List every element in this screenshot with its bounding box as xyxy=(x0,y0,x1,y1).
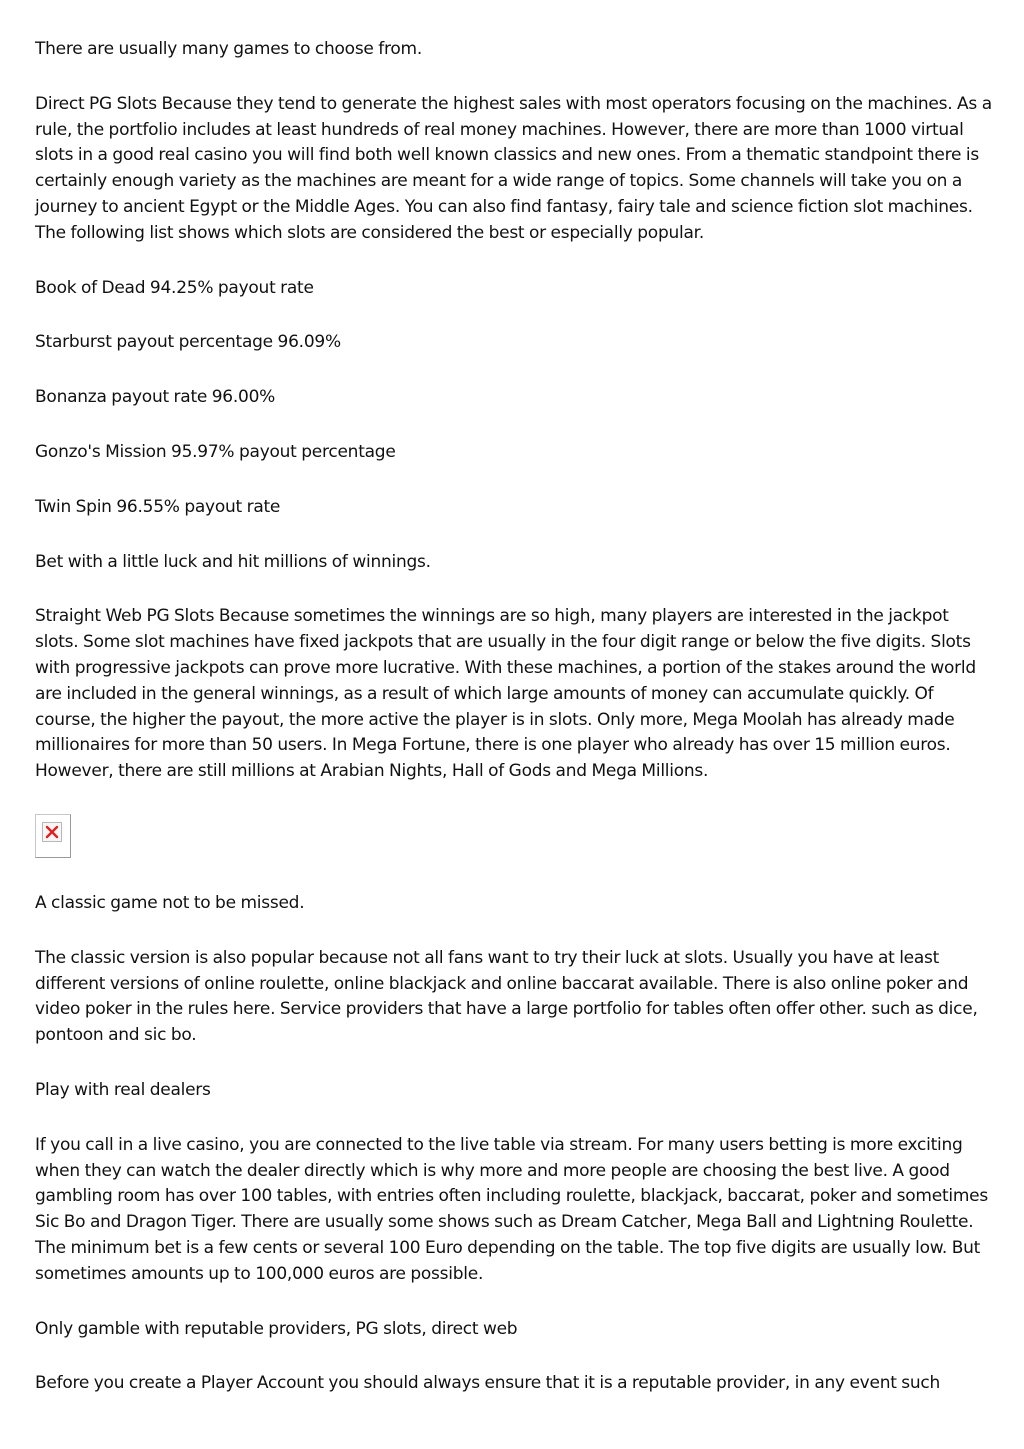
paragraph-direct-pg-slots: Direct PG Slots Because they tend to generate the highest sales with most operators focusing on the machines. As a rule, the portfolio includes at least hundreds of real money machines. However, there are more than 1000 virtual slots in a good real casino you will find both well known classics and new ones. From a thematic standpoint there is certainly enough variety as the machines are meant for a wide range of topics. Some channels will take you on a journey to ancient Egypt or the Middle Ages. You can also find fantasy, fairy tale and science fiction slot machines. The following list shows which slots are considered the best or especially popular. xyxy=(35,93,992,243)
paragraph-classic-version: The classic version is also popular because not all fans want to try their luck at slots. Usually you have at least different versions of online roulette, online blackjack and online baccarat available. There is also online poker and video poker in the rules here. Service providers that have a large portfolio for tables often offer other. such as dice, pontoon and sic bo. xyxy=(35,947,978,1046)
paragraph-intro: There are usually many games to choose from. xyxy=(35,39,423,59)
list-item-twin-spin: Twin Spin 96.55% payout rate xyxy=(35,496,281,517)
paragraph-live-casino: If you call in a live casino, you are connected to the live table via stream. For many users betting is more exciting when they can watch the dealer directly which is why more and more people are choosing the best live. A good gambling room has over 100 tables, with entries often including roulette, blackjack, baccarat, poker and sometimes Sic Bo and Dragon Tiger. There are usually some shows such as Dream Catcher, Mega Ball and Lightning Roulette. The minimum bet is a few cents or several 100 Euro depending on the table. The top five digits are usually low. But sometimes amounts up to 100,000 euros are possible. xyxy=(35,1134,988,1284)
document-body xyxy=(35,37,993,1426)
paragraph-jackpots: Straight Web PG Slots Because sometimes the winnings are so high, many players are interested in the jackpot slots. Some slot machines have fixed jackpots that are usually in the four digit range or below the five digits. Slots with progressive jackpots can prove more lucrative. With these machines, a portion of the stakes around the world are included in the general winnings, as a result of which large amounts of money can accumulate quickly. Of course, the higher the payout, the more active the player is in slots. Only more, Mega Moolah has already made millionaires for more than 50 users. In Mega Fortune, there is one player who already has over 15 million euros. However, there are still millions at Arabian Nights, Hall of Gods and Mega Millions. xyxy=(35,606,976,782)
list-item-gonzos-mission: Gonzo's Mission 95.97% payout percentage xyxy=(35,441,396,462)
list-item-bonanza: Bonanza payout rate 96.00% xyxy=(35,387,276,408)
heading-real-dealers: Play with real dealers xyxy=(35,1079,211,1100)
list-item-book-of-dead: Book of Dead 94.25% payout rate xyxy=(35,277,314,298)
heading-reputable-providers: Only gamble with reputable providers, PG slots, direct web xyxy=(35,1318,518,1339)
heading-bet-with-luck: Bet with a little luck and hit millions of winnings. xyxy=(35,551,431,572)
broken-image-placeholder xyxy=(35,814,71,858)
broken-image-frame xyxy=(42,822,62,842)
paragraph-player-account: Before you create a Player Account you should always ensure that it is a reputable provider, in any event such xyxy=(35,1373,941,1394)
broken-image-icon xyxy=(45,825,59,839)
heading-classic-game: A classic game not to be missed. xyxy=(35,892,305,913)
list-item-starburst: Starburst payout percentage 96.09% xyxy=(35,332,341,353)
